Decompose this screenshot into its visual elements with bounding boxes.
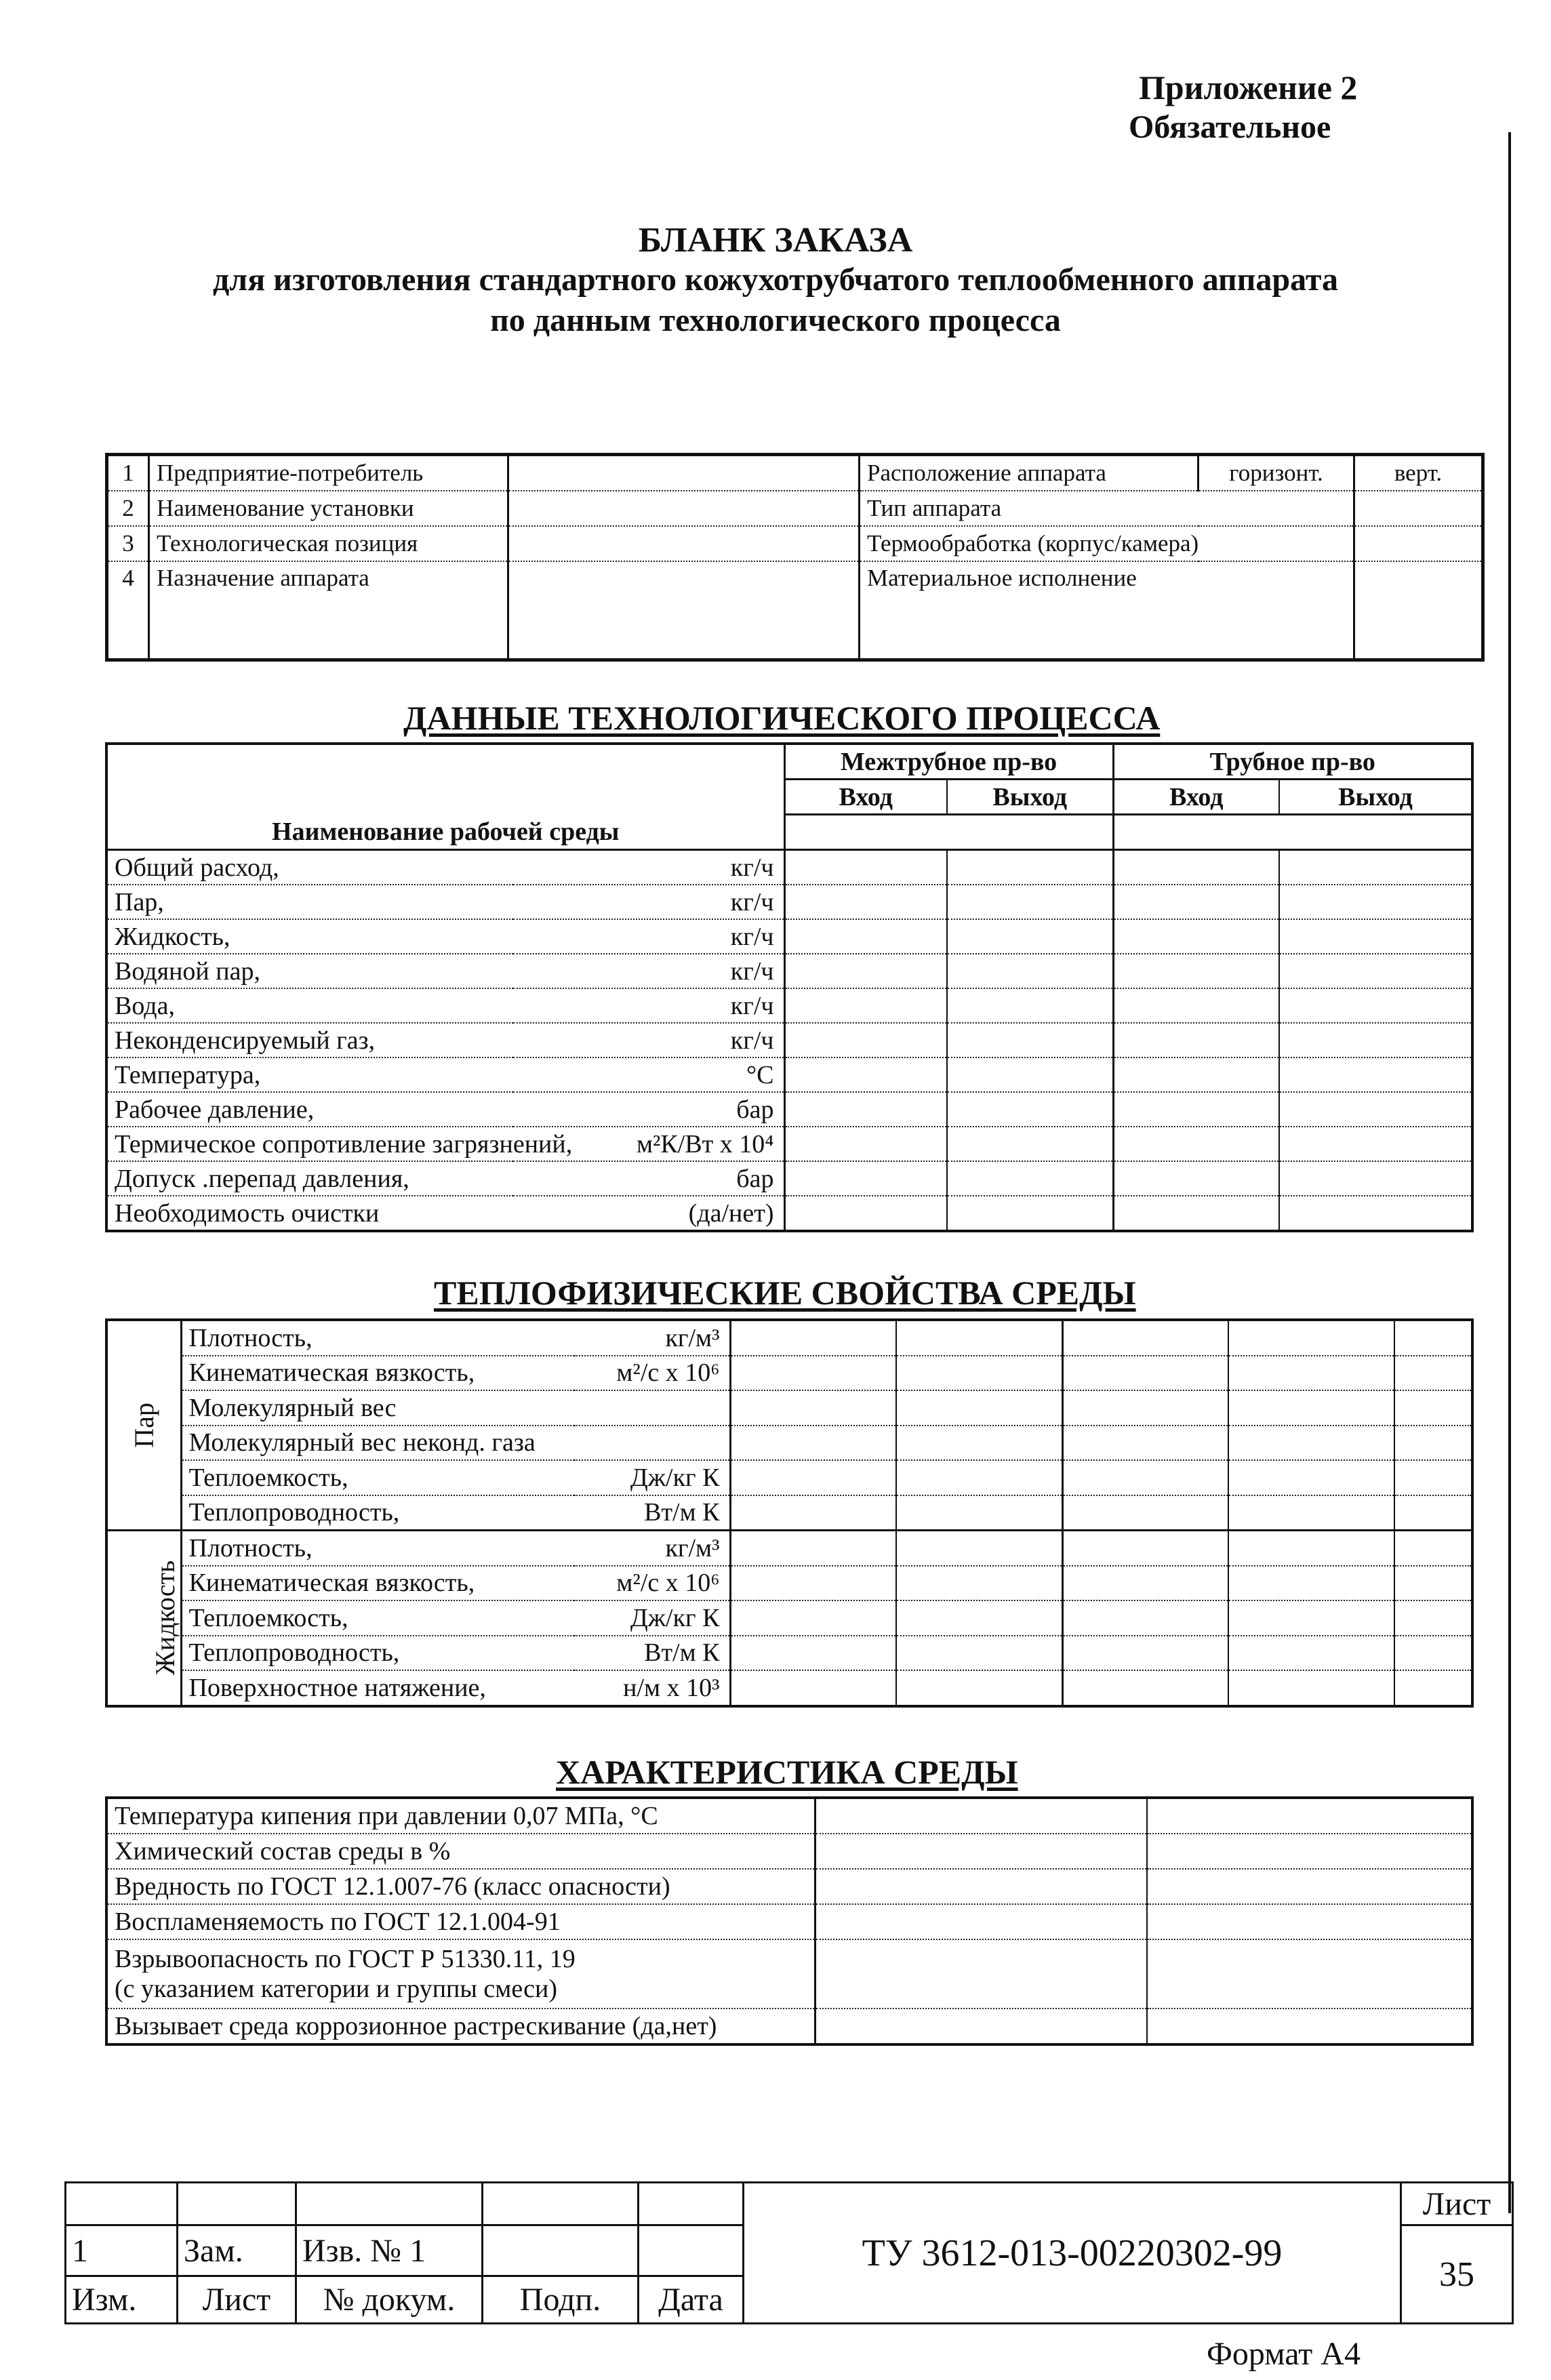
characteristic-row: [106, 1798, 1472, 1834]
process-row: [106, 919, 1472, 954]
steam-group-label: [106, 1320, 181, 1531]
shell-outlet-field[interactable]: [896, 1426, 1062, 1461]
process-row: [106, 1127, 1472, 1161]
tube-inlet-field[interactable]: [1113, 988, 1279, 1023]
tube-outlet-field[interactable]: [1279, 988, 1472, 1023]
shell-inlet-field[interactable]: [730, 1390, 896, 1426]
property-row: [106, 1600, 1472, 1636]
tube-outlet-field[interactable]: [1279, 1092, 1472, 1127]
shell-inlet-field[interactable]: [784, 1023, 947, 1057]
info-row: [107, 491, 1483, 526]
characteristic-label: Температура кипения при давлении 0,07 МПа, °С: [106, 1798, 815, 1834]
property-row: [106, 1390, 1472, 1426]
parameter-label: Термическое сопротивление загрязнений,: [106, 1127, 513, 1161]
tube-inlet-field[interactable]: [1113, 1161, 1279, 1196]
right-label: Тип аппарата: [860, 491, 1354, 526]
shell-inlet-field[interactable]: [730, 1460, 896, 1495]
paper-format: Формат А4: [1207, 2336, 1361, 2372]
appendix-label: Приложение 2: [1139, 68, 1358, 106]
property-unit: кг/м³: [574, 1320, 730, 1356]
characteristic-field[interactable]: [815, 1939, 1147, 2009]
extra-field[interactable]: [1394, 1670, 1472, 1706]
general-info-table: [105, 453, 1485, 662]
tube-outlet-field[interactable]: [1228, 1426, 1394, 1461]
shell-inlet-field[interactable]: [784, 919, 947, 954]
shell-inlet-field[interactable]: [784, 885, 947, 919]
shell-inlet-field[interactable]: [784, 1127, 947, 1161]
parameter-unit: кг/ч: [513, 1023, 784, 1057]
parameter-unit: бар: [513, 1161, 784, 1196]
tube-inlet-field[interactable]: [1062, 1390, 1228, 1426]
explosion-label-line2: (с указанием категории и группы смеси): [115, 1975, 557, 2003]
shell-inlet-field[interactable]: [784, 954, 947, 988]
shell-inlet-field[interactable]: [784, 1161, 947, 1196]
shell-inlet-field[interactable]: [730, 1531, 896, 1566]
revision-number: 1: [66, 2225, 178, 2276]
parameter-unit: кг/ч: [513, 885, 784, 919]
property-unit: Дж/кг К: [574, 1600, 730, 1636]
row-label: Наименование установки: [149, 491, 508, 526]
shell-outlet-field[interactable]: [947, 919, 1113, 954]
extra-field[interactable]: [1394, 1531, 1472, 1566]
shell-outlet-field[interactable]: [896, 1460, 1062, 1495]
parameter-label: Общий расход,: [106, 850, 513, 885]
info-row: [107, 561, 1483, 660]
parameter-label: Пар,: [106, 885, 513, 919]
tube-outlet-field[interactable]: [1279, 1127, 1472, 1161]
property-label: Кинематическая вязкость,: [181, 1566, 574, 1601]
characteristic-row: [106, 1869, 1472, 1904]
header-row: [106, 744, 1472, 780]
parameter-label: Жидкость,: [106, 919, 513, 954]
tube-medium-field[interactable]: [1113, 815, 1472, 850]
property-label: Молекулярный вес: [181, 1390, 574, 1426]
characteristics-table: [105, 1796, 1474, 2046]
parameter-label: Необходимость очистки: [106, 1196, 513, 1231]
tube-inlet-field[interactable]: [1062, 1531, 1228, 1566]
tube-outlet-field[interactable]: [1279, 1057, 1472, 1092]
shell-medium-field[interactable]: [784, 815, 1113, 850]
characteristic-field[interactable]: [815, 2009, 1147, 2044]
tube-outlet-field[interactable]: [1228, 1356, 1394, 1391]
parameter-unit: кг/ч: [513, 919, 784, 954]
process-row: [106, 1161, 1472, 1196]
right-label: Расположение аппарата: [860, 455, 1198, 491]
tube-outlet-field[interactable]: [1228, 1636, 1394, 1671]
tube-outlet-field[interactable]: [1228, 1670, 1394, 1706]
shell-inlet-field[interactable]: [784, 1196, 947, 1231]
shell-outlet-field[interactable]: [947, 1161, 1113, 1196]
property-unit: [574, 1390, 730, 1426]
liquid-group-label: [106, 1531, 181, 1706]
shell-outlet-field[interactable]: [896, 1531, 1062, 1566]
shell-inlet-field[interactable]: [730, 1495, 896, 1531]
title-block: [64, 2181, 1514, 2324]
shell-outlet-field[interactable]: [947, 1057, 1113, 1092]
shell-outlet-field[interactable]: [896, 1636, 1062, 1671]
tube-outlet-field[interactable]: [1279, 954, 1472, 988]
steam-group-label-text: Пар: [128, 1403, 159, 1448]
value-field[interactable]: [508, 561, 860, 660]
value-field[interactable]: [1354, 491, 1483, 526]
process-data-table: [105, 742, 1474, 1232]
property-row: [106, 1356, 1472, 1391]
characteristic-field[interactable]: [1147, 1904, 1472, 1939]
tube-inlet-field[interactable]: [1062, 1426, 1228, 1461]
tube-outlet-field[interactable]: [1228, 1460, 1394, 1495]
characteristic-label: Вредность по ГОСТ 12.1.007-76 (класс опасности): [106, 1869, 815, 1904]
property-row: [106, 1320, 1472, 1356]
property-unit: Вт/м К: [574, 1636, 730, 1671]
tube-inlet-header: Вход: [1113, 780, 1279, 815]
shell-inlet-field[interactable]: [730, 1356, 896, 1391]
col-sign: Подп.: [483, 2276, 639, 2324]
tube-outlet-field[interactable]: [1228, 1495, 1394, 1531]
revision-change: Зам.: [178, 2225, 296, 2276]
property-label: Теплоемкость,: [181, 1460, 574, 1495]
characteristic-row: [106, 2009, 1472, 2044]
characteristic-label: Химический состав среды в %: [106, 1834, 815, 1869]
property-unit: Дж/кг К: [574, 1460, 730, 1495]
property-label: Теплопроводность,: [181, 1636, 574, 1671]
shell-outlet-field[interactable]: [947, 1092, 1113, 1127]
sheet-number: 35: [1401, 2225, 1513, 2324]
tube-inlet-field[interactable]: [1062, 1460, 1228, 1495]
characteristic-field[interactable]: [1147, 2009, 1472, 2044]
tube-inlet-field[interactable]: [1113, 1057, 1279, 1092]
liquid-group-label-text: Жидкость: [150, 1560, 181, 1676]
tube-inlet-field[interactable]: [1062, 1670, 1228, 1706]
row-number: 3: [107, 526, 149, 561]
characteristic-field[interactable]: [815, 1798, 1147, 1834]
row-label: Технологическая позиция: [149, 526, 508, 561]
characteristic-row: [106, 1834, 1472, 1869]
tube-outlet-field[interactable]: [1228, 1566, 1394, 1601]
shell-outlet-field[interactable]: [947, 1127, 1113, 1161]
shell-inlet-field[interactable]: [730, 1426, 896, 1461]
process-row: [106, 988, 1472, 1023]
shell-inlet-field[interactable]: [784, 850, 947, 885]
tube-inlet-field[interactable]: [1113, 1196, 1279, 1231]
process-row: [106, 1057, 1472, 1092]
characteristic-field[interactable]: [815, 1904, 1147, 1939]
tube-inlet-field[interactable]: [1062, 1566, 1228, 1601]
tube-outlet-header: Выход: [1279, 780, 1472, 815]
shell-inlet-field[interactable]: [730, 1670, 896, 1706]
info-row: [107, 526, 1483, 561]
row-label: Назначение аппарата: [149, 561, 508, 660]
shell-inlet-field[interactable]: [784, 1057, 947, 1092]
characteristic-label: [106, 1939, 815, 2009]
shell-inlet-field[interactable]: [784, 1092, 947, 1127]
thermophysical-table: [105, 1318, 1474, 1708]
parameter-unit: кг/ч: [513, 988, 784, 1023]
col-list: Лист: [178, 2276, 296, 2324]
parameter-unit: кг/ч: [513, 850, 784, 885]
medium-name-label: Наименование рабочей среды: [106, 815, 784, 850]
process-row: [106, 1023, 1472, 1057]
value-field[interactable]: [508, 455, 860, 491]
tube-outlet-field[interactable]: [1279, 1161, 1472, 1196]
property-unit: Вт/м К: [574, 1495, 730, 1531]
property-row: [106, 1426, 1472, 1461]
shell-outlet-field[interactable]: [896, 1600, 1062, 1636]
right-label: Термообработка (корпус/камера): [860, 526, 1354, 561]
shell-outlet-field[interactable]: [896, 1566, 1062, 1601]
shell-outlet-field[interactable]: [947, 885, 1113, 919]
tube-outlet-field[interactable]: [1279, 1023, 1472, 1057]
tube-inlet-field[interactable]: [1113, 850, 1279, 885]
property-label: Теплоемкость,: [181, 1600, 574, 1636]
shell-outlet-header: Выход: [947, 780, 1113, 815]
row-number: 2: [107, 491, 149, 526]
characteristic-row: [106, 1904, 1472, 1939]
sheet-label: Лист: [1401, 2183, 1513, 2225]
property-row: [106, 1531, 1472, 1566]
parameter-unit: (да/нет): [513, 1196, 784, 1231]
characteristics-heading: ХАРАКТЕРИСТИКА СРЕДЫ: [556, 1753, 1018, 1791]
col-izm: Изм.: [66, 2276, 178, 2324]
tube-inlet-field[interactable]: [1113, 1092, 1279, 1127]
parameter-label: Водяной пар,: [106, 954, 513, 988]
property-row: [106, 1566, 1472, 1601]
row-number: 4: [122, 565, 134, 591]
col-date: Дата: [639, 2276, 744, 2324]
page-frame-right: [1508, 132, 1511, 2213]
characteristic-field[interactable]: [815, 1834, 1147, 1869]
characteristic-field[interactable]: [1147, 1869, 1472, 1904]
characteristic-label: Воспламеняемость по ГОСТ 12.1.004-91: [106, 1904, 815, 1939]
shell-outlet-field[interactable]: [947, 850, 1113, 885]
form-title: БЛАНК ЗАКАЗА: [638, 221, 913, 260]
tube-inlet-field[interactable]: [1113, 1023, 1279, 1057]
shell-outlet-field[interactable]: [896, 1320, 1062, 1356]
property-label: Плотность,: [181, 1320, 574, 1356]
tube-outlet-field[interactable]: [1228, 1600, 1394, 1636]
property-label: Теплопроводность,: [181, 1495, 574, 1531]
thermophysical-heading: ТЕПЛОФИЗИЧЕСКИЕ СВОЙСТВА СРЕДЫ: [434, 1274, 1136, 1312]
shell-inlet-field[interactable]: [730, 1600, 896, 1636]
tube-inlet-field[interactable]: [1062, 1600, 1228, 1636]
extra-field[interactable]: [1394, 1636, 1472, 1671]
property-row: [106, 1636, 1472, 1671]
orientation-vertical[interactable]: верт.: [1354, 455, 1483, 491]
process-data-heading: ДАННЫЕ ТЕХНОЛОГИЧЕСКОГО ПРОЦЕССА: [403, 699, 1161, 737]
revision-doc: Изв. № 1: [296, 2225, 483, 2276]
tube-outlet-field[interactable]: [1228, 1320, 1394, 1356]
extra-field[interactable]: [1394, 1426, 1472, 1461]
characteristic-field[interactable]: [1147, 1939, 1472, 2009]
shell-inlet-field[interactable]: [784, 988, 947, 1023]
property-row: [106, 1495, 1472, 1531]
value-field[interactable]: [1354, 526, 1483, 561]
explosion-label-line1: Взрывоопасность по ГОСТ Р 51330.11, 19: [115, 1945, 576, 1973]
parameter-label: Температура,: [106, 1057, 513, 1092]
tube-inlet-field[interactable]: [1113, 919, 1279, 954]
property-row: [106, 1460, 1472, 1495]
extra-field[interactable]: [1394, 1356, 1472, 1391]
tube-outlet-field[interactable]: [1279, 885, 1472, 919]
shell-outlet-field[interactable]: [947, 988, 1113, 1023]
tube-outlet-field[interactable]: [1279, 1196, 1472, 1231]
orientation-horizontal[interactable]: горизонт.: [1198, 455, 1354, 491]
parameter-unit: м²К/Вт х 10⁴: [513, 1127, 784, 1161]
shell-outlet-field[interactable]: [947, 954, 1113, 988]
tube-inlet-field[interactable]: [1062, 1320, 1228, 1356]
shell-outlet-field[interactable]: [896, 1670, 1062, 1706]
tube-inlet-field[interactable]: [1113, 954, 1279, 988]
tube-inlet-field[interactable]: [1113, 1127, 1279, 1161]
parameter-label: Рабочее давление,: [106, 1092, 513, 1127]
stamp-row: [66, 2183, 1513, 2225]
characteristic-label: Вызывает среда коррозионное растрескивание (да,нет): [115, 2012, 717, 2040]
medium-name-row: [106, 815, 1472, 850]
row-label: Предприятие-потребитель: [149, 455, 508, 491]
col-doc: № докум.: [296, 2276, 483, 2324]
shell-inlet-field[interactable]: [730, 1320, 896, 1356]
process-row: [106, 1092, 1472, 1127]
shell-inlet-field[interactable]: [730, 1566, 896, 1601]
tube-outlet-field[interactable]: [1279, 850, 1472, 885]
info-row: [107, 455, 1483, 491]
property-label: Молекулярный вес неконд. газа: [181, 1426, 574, 1461]
process-row: [106, 885, 1472, 919]
shell-outlet-field[interactable]: [896, 1390, 1062, 1426]
extra-field[interactable]: [1394, 1600, 1472, 1636]
shell-inlet-field[interactable]: [730, 1636, 896, 1671]
tube-inlet-field[interactable]: [1062, 1636, 1228, 1671]
value-field[interactable]: [508, 491, 860, 526]
shell-outlet-field[interactable]: [896, 1495, 1062, 1531]
parameter-unit: кг/ч: [513, 954, 784, 988]
process-row: [106, 954, 1472, 988]
characteristic-field[interactable]: [1147, 1798, 1472, 1834]
parameter-label: Вода,: [106, 988, 513, 1023]
extra-field[interactable]: [1394, 1495, 1472, 1531]
extra-field[interactable]: [1394, 1390, 1472, 1426]
property-row: [106, 1670, 1472, 1706]
property-label: Кинематическая вязкость,: [181, 1356, 574, 1391]
extra-field[interactable]: [1394, 1566, 1472, 1601]
parameter-unit: °С: [513, 1057, 784, 1092]
property-unit: кг/м³: [574, 1531, 730, 1566]
document-designation: ТУ 3612-013-00220302-99: [744, 2183, 1401, 2324]
shell-outlet-field[interactable]: [896, 1356, 1062, 1391]
property-unit: м²/с х 10⁶: [574, 1356, 730, 1391]
row-number: 1: [107, 455, 149, 491]
parameter-label: Неконденсируемый газ,: [106, 1023, 513, 1057]
tube-outlet-field[interactable]: [1279, 919, 1472, 954]
value-field[interactable]: [508, 526, 860, 561]
parameter-unit: бар: [513, 1092, 784, 1127]
property-unit: н/м х 10³: [574, 1670, 730, 1706]
mandatory-label: Обязательное: [1129, 109, 1331, 145]
characteristic-field[interactable]: [1147, 1834, 1472, 1869]
extra-field[interactable]: [1394, 1320, 1472, 1356]
form-subtitle-2: по данным технологического процесса: [490, 302, 1061, 338]
right-label: Материальное исполнение: [860, 561, 1354, 660]
tube-outlet-field[interactable]: [1228, 1531, 1394, 1566]
tube-inlet-field[interactable]: [1113, 885, 1279, 919]
property-label: Поверхностное натяжение,: [181, 1670, 574, 1706]
process-row: [106, 1196, 1472, 1231]
extra-field[interactable]: [1394, 1460, 1472, 1495]
shell-outlet-field[interactable]: [947, 1196, 1113, 1231]
characteristic-field[interactable]: [815, 1869, 1147, 1904]
tube-inlet-field[interactable]: [1062, 1495, 1228, 1531]
property-unit: [574, 1426, 730, 1461]
tube-side-header: Трубное пр-во: [1113, 744, 1472, 780]
shell-outlet-field[interactable]: [947, 1023, 1113, 1057]
value-field[interactable]: [1354, 561, 1483, 660]
process-row: [106, 850, 1472, 885]
tube-inlet-field[interactable]: [1062, 1356, 1228, 1391]
property-label: Плотность,: [181, 1531, 574, 1566]
parameter-label: Допуск .перепад давления,: [106, 1161, 513, 1196]
shell-side-header: Межтрубное пр-во: [784, 744, 1113, 780]
property-unit: м²/с х 10⁶: [574, 1566, 730, 1601]
form-subtitle-1: для изготовления стандартного кожухотрубчатого теплообменного аппарата: [213, 262, 1338, 298]
tube-outlet-field[interactable]: [1228, 1390, 1394, 1426]
shell-inlet-header: Вход: [784, 780, 947, 815]
characteristic-row: [106, 1939, 1472, 2009]
